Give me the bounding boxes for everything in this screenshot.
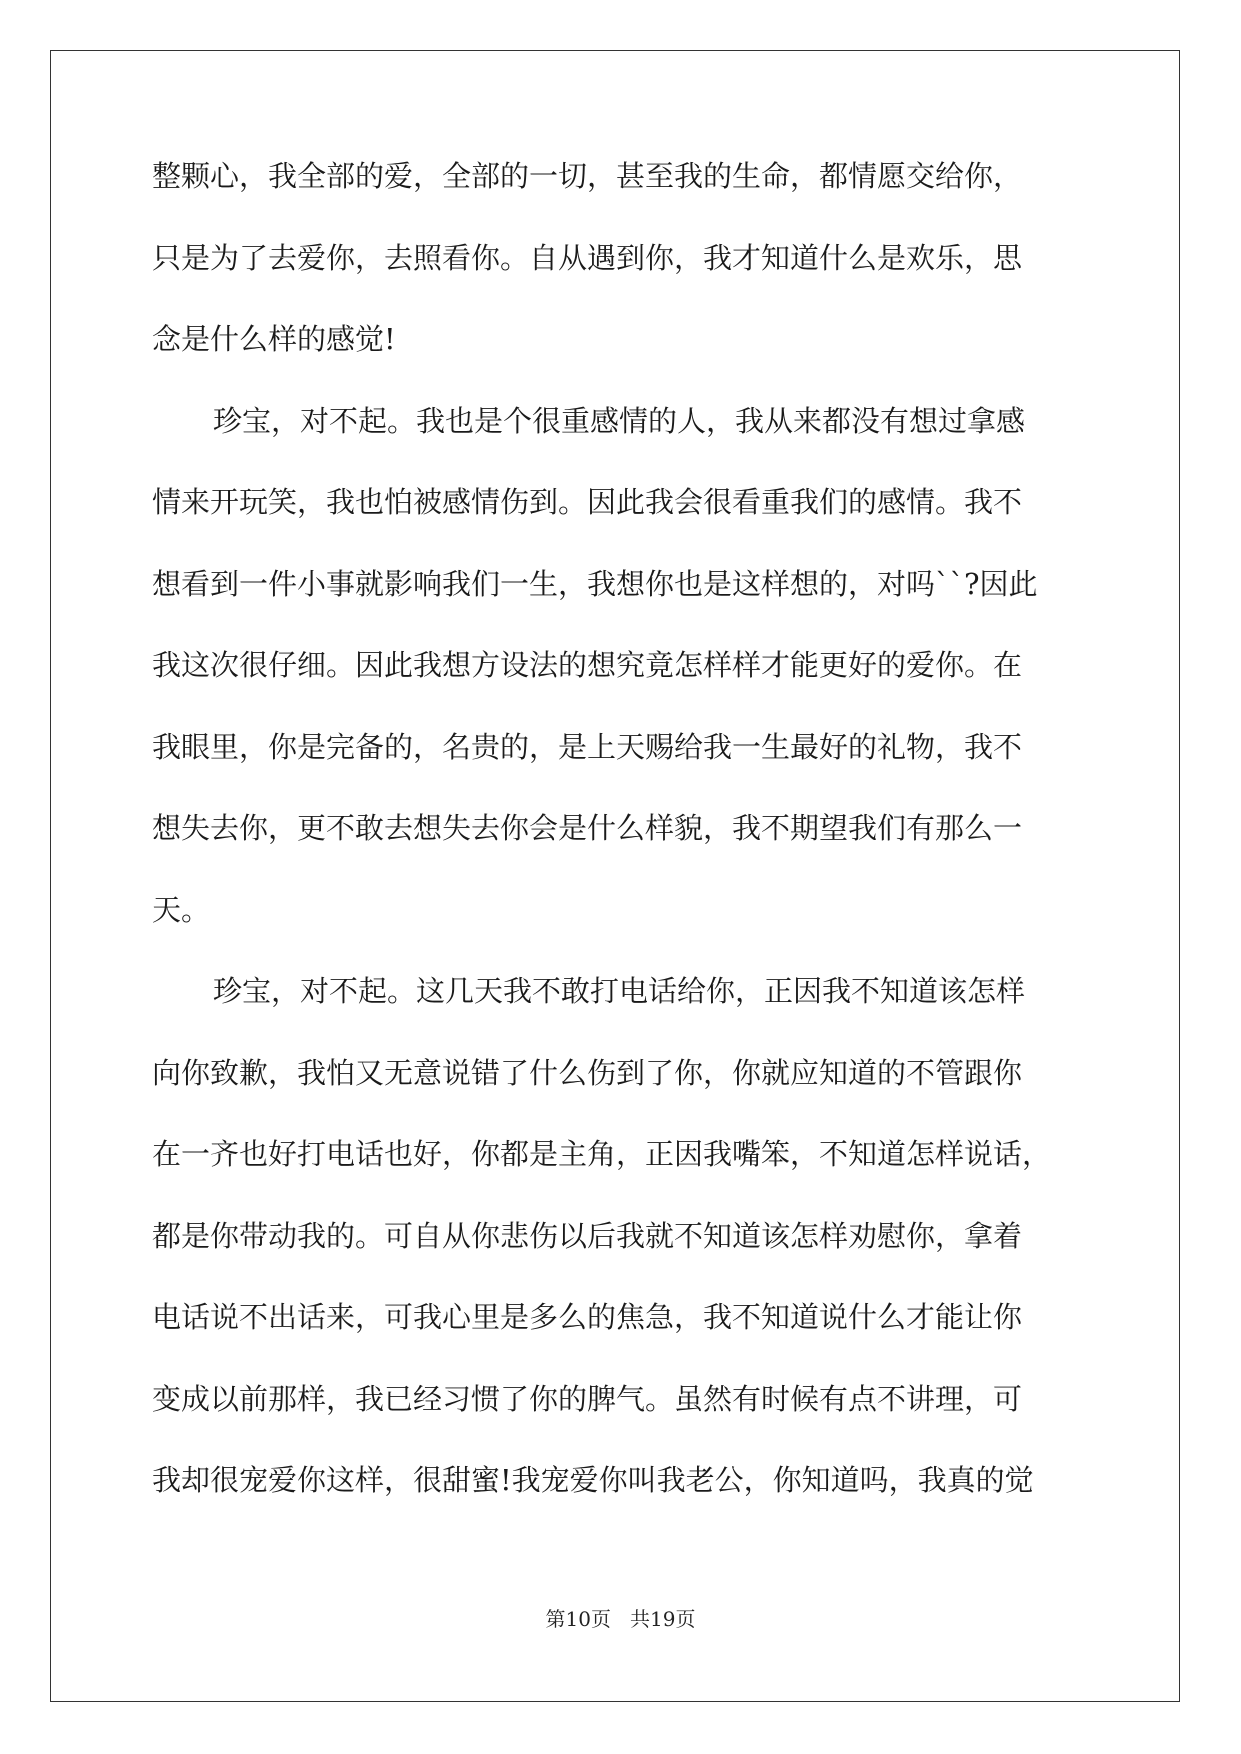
text-line: 电话说不出话来，可我心里是多么的焦急，我不知道说什么才能让你 [152, 1300, 1023, 1334]
text-line: 情来开玩笑，我也怕被感情伤到。因此我会很看重我们的感情。我不 [152, 485, 1023, 519]
document-body [152, 156, 1092, 1542]
text-line: 都是你带动我的。可自从你悲伤以后我就不知道该怎样劝慰你，拿着 [152, 1218, 1023, 1253]
text-line: 在一齐也好打电话也好，你都是主角，正因我嘴笨，不知道怎样说话， [152, 1137, 1052, 1171]
text-line: 珍宝，对不起。我也是个很重感情的人，我从来都没有想过拿感 [213, 403, 1026, 438]
text-line: 向你致歉，我怕又无意说错了什么伤到了你，你就应知道的不管跟你 [152, 1055, 1023, 1090]
text-line: 念是什么样的感觉! [152, 322, 396, 356]
text-line: 我眼里，你是完备的，名贵的，是上天赐给我一生最好的礼物，我不 [152, 729, 1023, 764]
text-line: 整颗心，我全部的爱，全部的一切，甚至我的生命，都情愿交给你， [152, 159, 1023, 193]
text-line: 想看到一件小事就影响我们一生，我想你也是这样想的，对吗``?因此 [152, 566, 1038, 601]
text-line: 想失去你，更不敢去想失去你会是什么样貌，我不期望我们有那么一 [152, 811, 1023, 845]
text-line: 我这次很仔细。因此我想方设法的想究竟怎样样才能更好的爱你。在 [152, 648, 1023, 682]
text-line: 天。 [152, 892, 211, 927]
text-line: 珍宝，对不起。这几天我不敢打电话给你，正因我不知道该怎样 [213, 974, 1026, 1008]
text-line: 只是为了去爱你，去照看你。自从遇到你，我才知道什么是欢乐，思 [152, 240, 1023, 275]
text-line: 变成以前那样，我已经习惯了你的脾气。虽然有时候有点不讲理，可 [152, 1381, 1023, 1416]
page-number-footer: 第10页 共19页 [545, 1607, 696, 1631]
text-line: 我却很宠爱你这样，很甜蜜!我宠爱你叫我老公，你知道吗，我真的觉 [152, 1463, 1034, 1497]
